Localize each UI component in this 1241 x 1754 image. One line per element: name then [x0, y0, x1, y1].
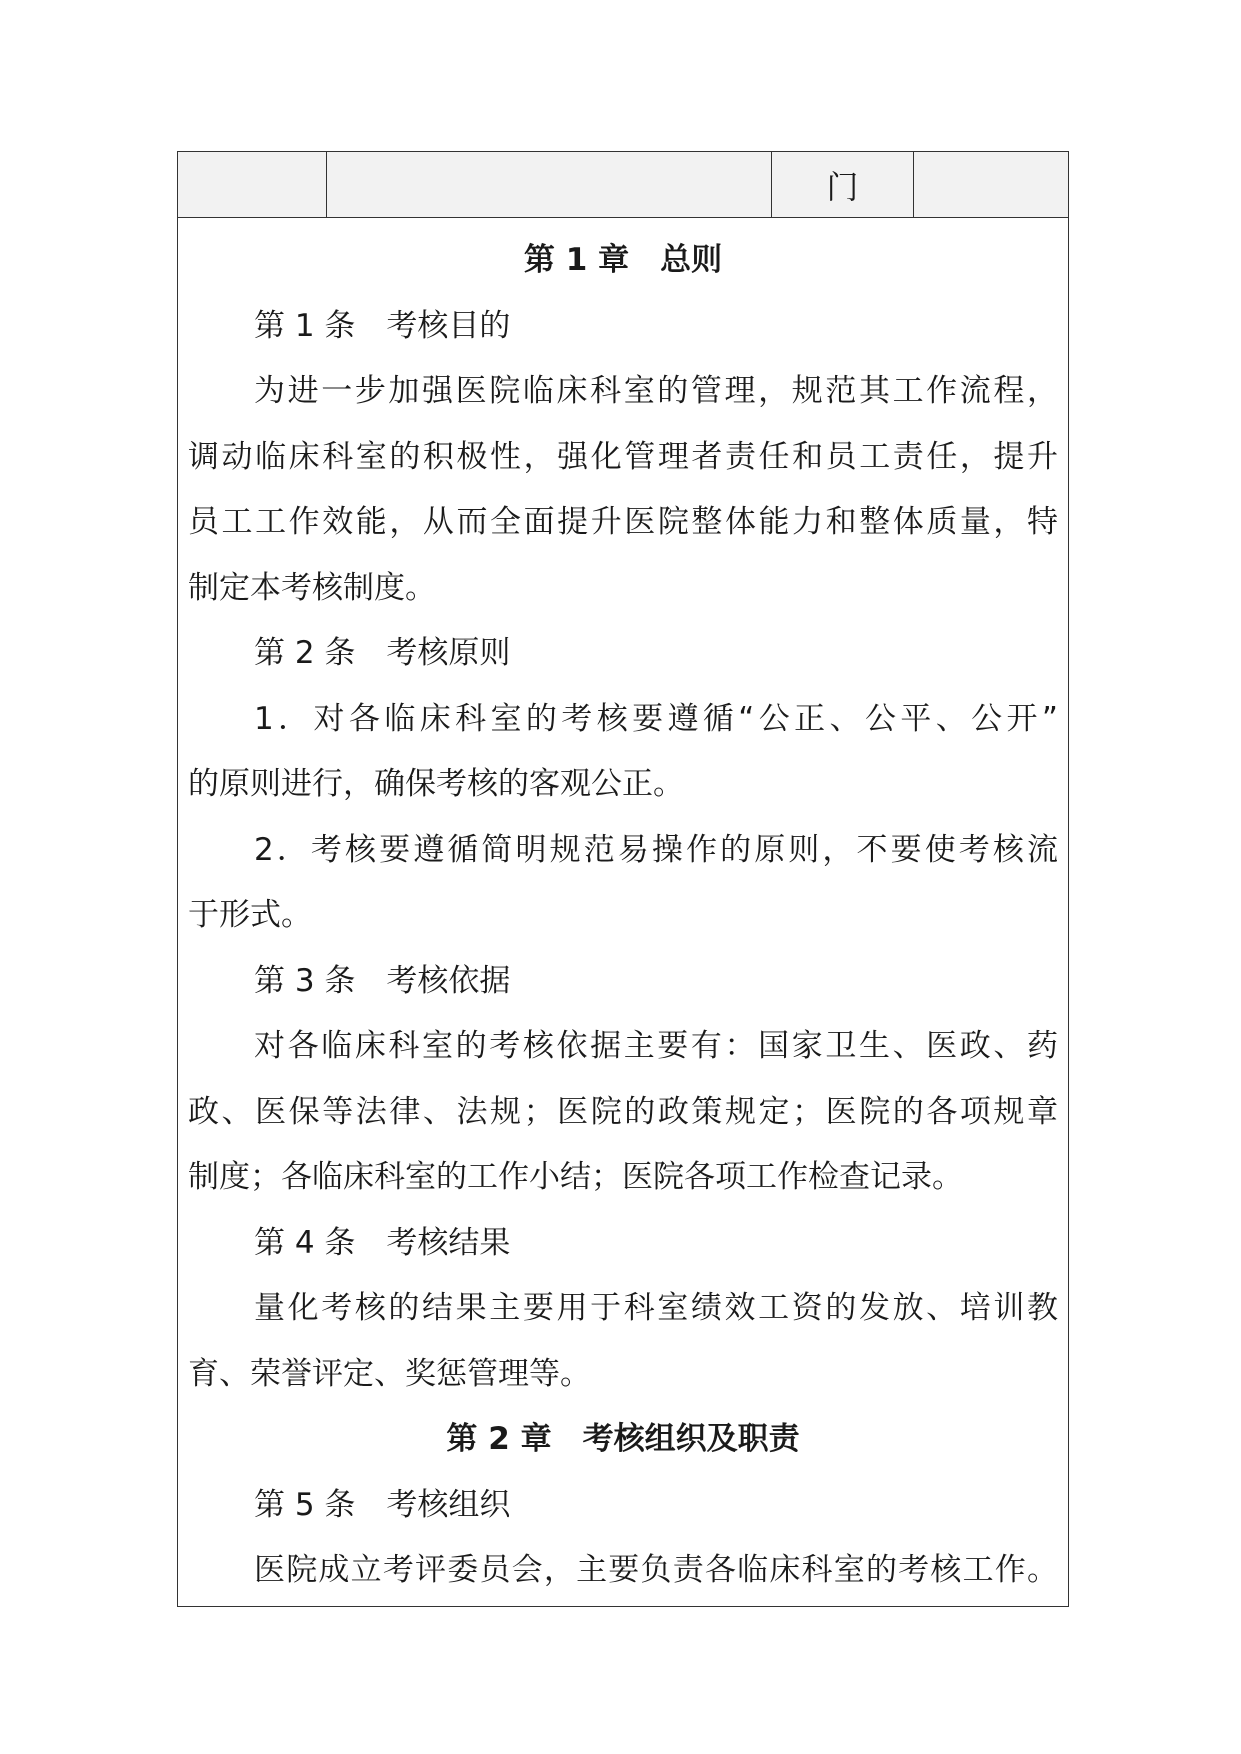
document-body: [178, 218, 1068, 1606]
article-heading: 第 1 条 考核目的: [254, 307, 511, 344]
header-cell-4: [914, 152, 1068, 217]
article-heading: 第 5 条 考核组织: [254, 1486, 511, 1523]
table-header-row: [178, 152, 1068, 218]
article-heading: 第 3 条 考核依据: [254, 962, 511, 999]
paragraph-line: 制度；各临床科室的工作小结；医院各项工作检查记录。: [188, 1159, 963, 1195]
article-heading: 第 2 条 考核原则: [254, 635, 511, 671]
paragraph-line: 育、荣誉评定、奖惩管理等。: [188, 1355, 591, 1392]
paragraph-line: 于形式。: [188, 897, 312, 933]
paragraph-line: 制定本考核制度。: [188, 569, 436, 606]
header-cell-2: [327, 152, 772, 217]
chapter-heading: 第 2 章 考核组织及职责: [446, 1421, 800, 1457]
paragraph-line: 量化考核的结果主要用于科室绩效工资的发放、培训教: [254, 1290, 1058, 1326]
paragraph-line: 政、医保等法律、法规；医院的政策规定；医院的各项规章: [188, 1093, 1058, 1130]
header-cell-1: [178, 152, 327, 217]
paragraph-line: 2．考核要遵循简明规范易操作的原则，不要使考核流: [254, 831, 1058, 868]
paragraph-line: 员工工作效能，从而全面提升医院整体能力和整体质量，特: [188, 504, 1058, 540]
paragraph-line: 调动临床科室的积极性，强化管理者责任和员工责任，提升: [188, 438, 1058, 475]
document-frame: [177, 151, 1069, 1607]
paragraph-line: 对各临床科室的考核依据主要有：国家卫生、医政、药: [254, 1028, 1058, 1064]
paragraph-line: 1．对各临床科室的考核要遵循“公正、公平、公开”: [254, 700, 1058, 737]
chapter-heading: 第 1 章 总则: [523, 242, 723, 278]
article-heading: 第 4 条 考核结果: [254, 1224, 511, 1261]
header-cell-department: 门: [772, 152, 914, 217]
paragraph-line: 医院成立考评委员会，主要负责各临床科室的考核工作。: [254, 1552, 1058, 1588]
paragraph-line: 为进一步加强医院临床科室的管理，规范其工作流程，: [254, 373, 1058, 409]
paragraph-line: 的原则进行，确保考核的客观公正。: [188, 766, 684, 802]
